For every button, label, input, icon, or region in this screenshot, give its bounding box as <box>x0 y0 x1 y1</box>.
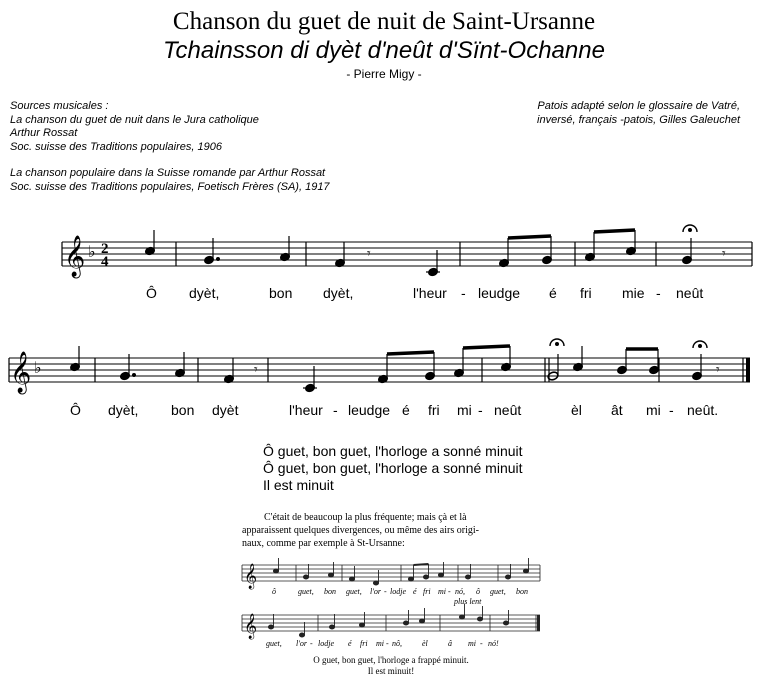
lyric: l'heur <box>413 285 447 301</box>
eighth-rest-icon: 𝄾 <box>254 362 258 378</box>
excerpt-lyric: mi <box>376 639 384 648</box>
footer-line: Il est minuit! <box>367 666 415 676</box>
excerpt-line: C'était de beaucoup la plus fréquente; mais çà et là <box>264 512 467 523</box>
excerpt-lyric: bon <box>516 587 528 596</box>
lyric: - <box>478 402 483 418</box>
staff-1 <box>62 242 752 266</box>
lyric: mi <box>457 402 472 418</box>
tempo-mark: plus lent <box>454 597 482 606</box>
lyric: mi <box>646 402 661 418</box>
excerpt-lyric: l'or <box>370 587 382 596</box>
time-sig-bottom: 4 <box>101 254 109 270</box>
lyric: dyèt, <box>189 285 220 301</box>
excerpt-lyric: nó! <box>488 639 499 648</box>
source-line: La chanson populaire dans la Suisse romande par Arthur Rossat <box>10 167 326 179</box>
author: - Pierre Migy - <box>346 67 422 81</box>
lyric: dyèt <box>212 402 239 418</box>
translation-line: Ô guet, bon guet, l'horloge a sonné minuit <box>263 460 523 476</box>
lyric: leudge <box>348 402 391 418</box>
excerpt-lyric: lodje <box>318 639 334 648</box>
excerpt-footer <box>236 655 546 677</box>
excerpt-lyric: guet, <box>490 587 506 596</box>
excerpt-lyric: - <box>310 639 313 648</box>
source-line: Soc. suisse des Traditions populaires, Foetisch Frères (SA), 1917 <box>10 180 330 193</box>
lyric: bon <box>269 285 293 301</box>
source-line: Arthur Rossat <box>10 127 78 139</box>
excerpt-lyric: - <box>386 639 389 648</box>
excerpt-lyric: ô <box>476 587 480 596</box>
excerpt-lyric: guet, <box>346 587 362 596</box>
staff-2-notes <box>70 339 707 393</box>
lyric: - <box>656 285 661 301</box>
excerpt-lyric: l'or <box>296 639 308 648</box>
excerpt-lyric: - <box>480 639 483 648</box>
lyric: é <box>402 402 410 418</box>
lyric: fri <box>580 285 592 301</box>
song-title: Chanson du guet de nuit de Saint-Ursanne <box>172 8 596 35</box>
excerpt-line: apparaissent quelques divergences, ou même des airs origi- <box>242 525 479 536</box>
excerpt-lyric: lodje <box>390 587 406 596</box>
excerpt-lyric: èl <box>422 639 428 648</box>
excerpt-line: naux, comme par exemple à St-Ursanne: <box>242 538 405 549</box>
lyric: èl <box>571 402 582 418</box>
lyric: neût <box>676 285 704 301</box>
excerpt-lyric: ô <box>272 587 276 596</box>
french-translation <box>263 443 523 494</box>
treble-clef-icon: 𝄞 <box>10 352 32 393</box>
lyric: leudge <box>478 285 521 301</box>
source-line: Soc. suisse des Traditions populaires, 1906 <box>10 140 222 153</box>
lyric: neût <box>494 402 522 418</box>
excerpt-lyric: guet, <box>298 587 314 596</box>
lyric: ât <box>611 402 623 418</box>
source-line: Sources musicales : <box>10 100 109 112</box>
excerpt-lyric: fri <box>360 639 368 648</box>
excerpt-lyric: mi <box>468 639 476 648</box>
excerpt-lyric: fri <box>423 587 431 596</box>
flat-icon: ♭ <box>88 242 96 261</box>
song-subtitle: Tchainsson di dyèt d'neût d'Sïnt-Ochanne <box>163 37 605 64</box>
lyric: é <box>549 285 557 301</box>
footer-line: O guet, bon guet, l'horloge a frappé minuit. <box>313 655 469 665</box>
patois-line: inversé, français -patois, Gilles Galeuchet <box>537 113 740 126</box>
flat-icon: ♭ <box>34 358 42 377</box>
scanned-excerpt <box>236 505 546 685</box>
lyric: l'heur <box>289 402 323 418</box>
lyric: dyèt, <box>108 402 139 418</box>
excerpt-lyric: é <box>348 639 352 648</box>
excerpt-lyric: guet, <box>266 639 282 648</box>
lyric: neût. <box>687 402 719 418</box>
patois-line: Patois adapté selon le glossaire de Vatré, <box>537 100 740 112</box>
time-sig-top: 2 <box>101 241 109 257</box>
eighth-rest-icon: 𝄾 <box>367 246 371 262</box>
excerpt-lyric: bon <box>324 587 336 596</box>
lyric: Ô <box>70 402 81 418</box>
lyric: - <box>461 285 466 301</box>
excerpt-lyric: - <box>384 587 387 596</box>
lyric: - <box>669 402 674 418</box>
eighth-rest-icon: 𝄾 <box>722 246 726 262</box>
lyric: bon <box>171 402 195 418</box>
excerpt-lyric: mi <box>438 587 446 596</box>
staff-1-notes <box>145 225 697 277</box>
excerpt-lyric: â <box>448 639 452 648</box>
lyric: Ô <box>146 285 157 301</box>
treble-clef-icon: 𝄞 <box>64 236 86 277</box>
translation-line: Ô guet, bon guet, l'horloge a sonné minuit <box>263 443 523 459</box>
lyric: fri <box>428 402 440 418</box>
treble-clef-icon: 𝄞 <box>244 564 258 589</box>
treble-clef-icon: 𝄞 <box>244 614 258 639</box>
excerpt-lyric: nó, <box>455 587 465 596</box>
eighth-rest-icon: 𝄾 <box>716 362 720 378</box>
lyric: dyèt, <box>323 285 354 301</box>
lyric: mie <box>622 285 645 301</box>
translation-line: Il est minuit <box>263 477 334 493</box>
lyric: - <box>333 402 338 418</box>
excerpt-lyric: nô, <box>392 639 402 648</box>
source-line: La chanson du guet de nuit dans le Jura catholique <box>10 113 259 126</box>
excerpt-lyric: é <box>413 587 417 596</box>
excerpt-lyric: - <box>448 587 451 596</box>
